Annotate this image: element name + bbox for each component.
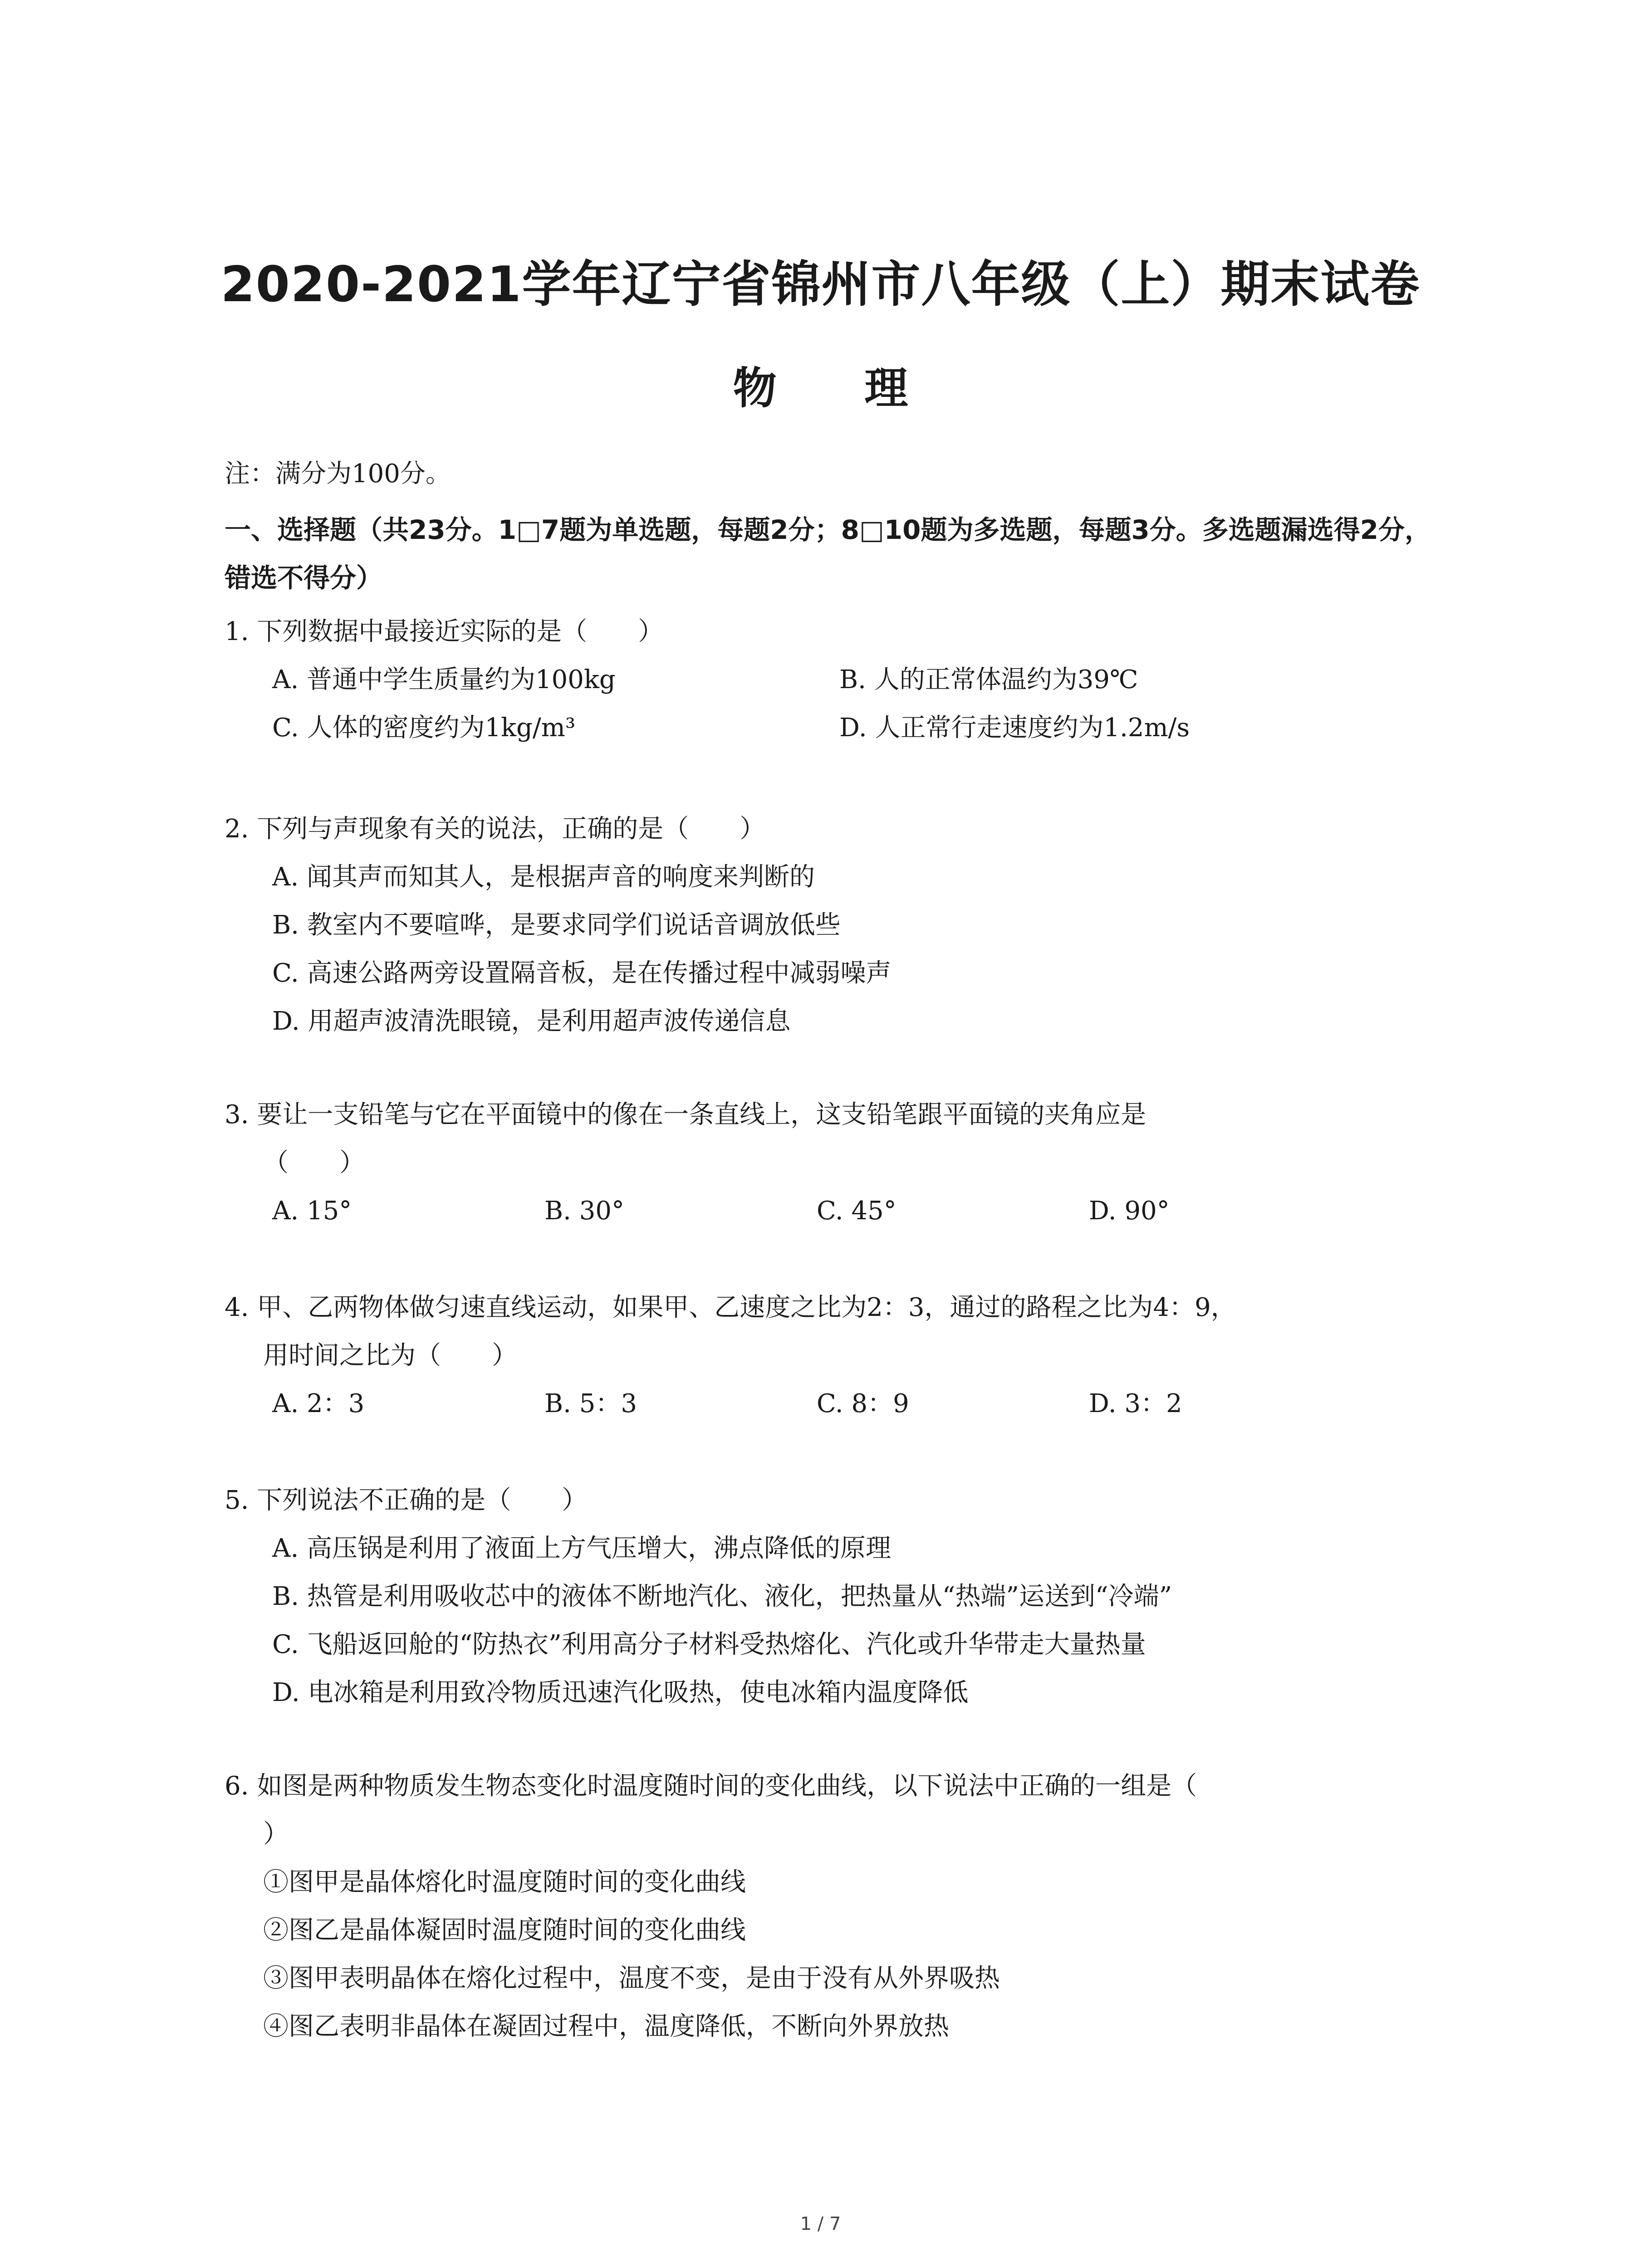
option-c: C. 45° xyxy=(817,1196,896,1226)
page-number: 1 / 7 xyxy=(800,2214,841,2234)
question-stem: 6. 如图是两种物质发生物态变化时温度随时间的变化曲线，以下说法中正确的一组是（ xyxy=(225,1771,1197,1801)
statement-3: ③图甲表明晶体在熔化过程中，温度不变，是由于没有从外界吸热 xyxy=(263,1964,1000,1993)
option-c: C. 飞船返回舱的“防热衣”利用高分子材料受热熔化、汽化或升华带走大量热量 xyxy=(272,1630,1146,1659)
option-b: B. 30° xyxy=(544,1196,625,1226)
statement-1: ①图甲是晶体熔化时温度随时间的变化曲线 xyxy=(263,1867,746,1897)
option-b: B. 人的正常体温约为39℃ xyxy=(839,665,1138,694)
option-c: C. 8：9 xyxy=(817,1389,909,1418)
score-note: 注：满分为100分。 xyxy=(225,459,451,489)
question-6 xyxy=(225,1762,1427,2051)
option-row xyxy=(225,1187,1427,1235)
question-stem: 2. 下列与声现象有关的说法，正确的是（ ） xyxy=(225,814,765,844)
exam-title: 2020-2021学年辽宁省锦州市八年级（上）期末试卷 xyxy=(220,256,1421,313)
section-heading: 一、选择题（共23分。1□7题为单选题，每题2分；8□10题为多选题，每题3分。多选题漏选得2分，错选不得分） xyxy=(225,514,1431,593)
option-d: D. 用超声波清洗眼镜，是利用超声波传递信息 xyxy=(272,1007,791,1036)
question-stem-continued: （ ） xyxy=(263,1148,365,1178)
option-a: A. 闻其声而知其人，是根据声音的响度来判断的 xyxy=(272,862,815,892)
option-a: A. 普通中学生质量约为100kg xyxy=(272,665,616,694)
option-a: A. 2：3 xyxy=(272,1389,365,1418)
option-d: D. 3：2 xyxy=(1089,1389,1182,1418)
option-d: D. 人正常行走速度约为1.2m/s xyxy=(839,713,1190,743)
question-2 xyxy=(225,805,1427,1046)
option-b: B. 5：3 xyxy=(544,1389,637,1418)
question-stem-continued: 用时间之比为（ ） xyxy=(263,1341,517,1370)
option-b: B. 热管是利用吸收芯中的液体不断地汽化、液化，把热量从“热端”运送到“冷端” xyxy=(272,1582,1172,1611)
question-stem: 4. 甲、乙两物体做匀速直线运动，如果甲、乙速度之比为2：3，通过的路程之比为4：9， xyxy=(225,1293,1236,1322)
option-a: A. 高压锅是利用了液面上方气压增大，沸点降低的原理 xyxy=(272,1534,892,1563)
question-stem: 1. 下列数据中最接近实际的是（ ） xyxy=(225,617,664,646)
option-d: D. 90° xyxy=(1089,1196,1170,1226)
question-5 xyxy=(225,1476,1427,1717)
option-row xyxy=(225,704,1427,752)
option-b: B. 教室内不要喧哗，是要求同学们说话音调放低些 xyxy=(272,910,841,940)
exam-subject: 物 理 xyxy=(733,363,945,414)
question-stem-continued: ） xyxy=(263,1819,289,1849)
option-a: A. 15° xyxy=(272,1196,352,1226)
option-c: C. 人体的密度约为1kg/m³ xyxy=(272,713,576,743)
option-row xyxy=(225,656,1427,704)
option-c: C. 高速公路两旁设置隔音板，是在传播过程中减弱噪声 xyxy=(272,958,892,988)
statement-2: ②图乙是晶体凝固时温度随时间的变化曲线 xyxy=(263,1916,746,1945)
option-d: D. 电冰箱是利用致冷物质迅速汽化吸热，使电冰箱内温度降低 xyxy=(272,1678,969,1707)
question-4 xyxy=(225,1284,1427,1428)
question-3 xyxy=(225,1091,1427,1235)
question-stem: 5. 下列说法不正确的是（ ） xyxy=(225,1486,588,1515)
option-row xyxy=(225,1380,1427,1428)
statement-4: ④图乙表明非晶体在凝固过程中，温度降低，不断向外界放热 xyxy=(263,2012,949,2041)
question-stem: 3. 要让一支铅笔与它在平面镜中的像在一条直线上，这支铅笔跟平面镜的夹角应是 xyxy=(225,1100,1146,1129)
question-1 xyxy=(225,608,1427,752)
